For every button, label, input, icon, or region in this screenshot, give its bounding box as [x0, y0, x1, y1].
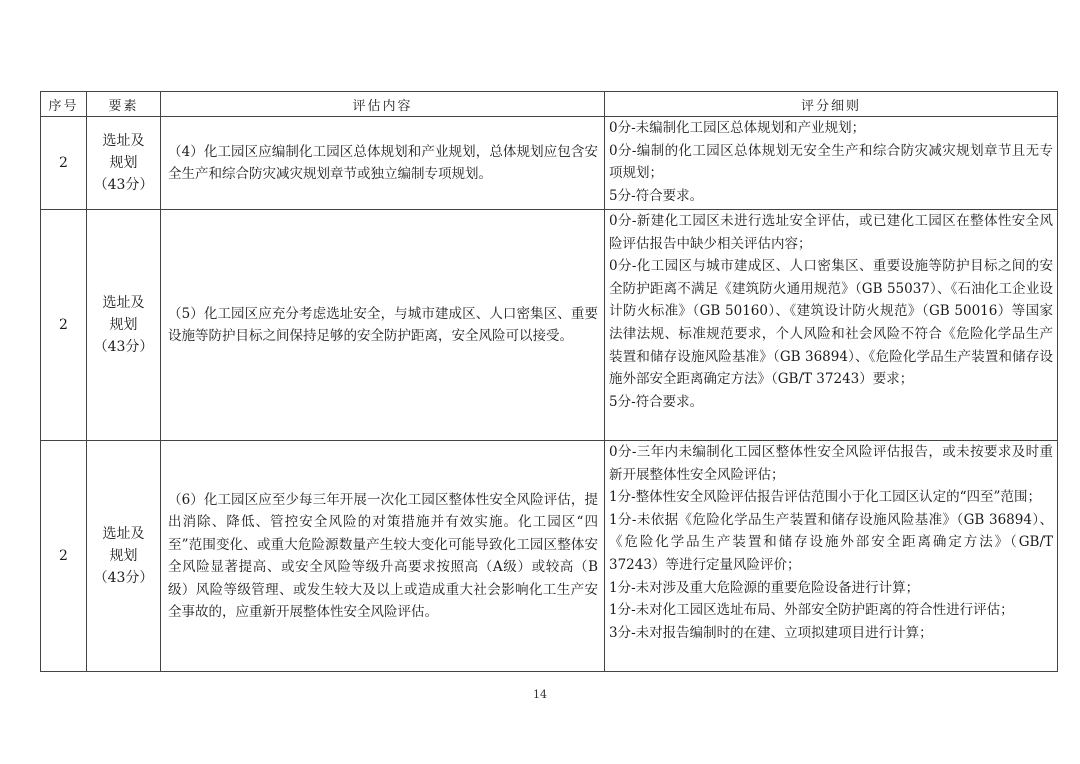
element-cell	[87, 117, 161, 210]
element-line: 选址及	[102, 295, 145, 311]
header-seq: 序号	[41, 92, 87, 117]
detail-item: 1分-未依据《危险化学品生产装置和储存设施风险基准》（GB 36894）、《危险化学品生产装置和储存设施外部安全距离确定方法》（GB/T 37243）等进行定量风险评价；	[609, 511, 1053, 573]
detail-cell	[605, 210, 1058, 441]
detail-item: 0分-化工园区与城市建成区、人口密集区、重要设施等防护目标之间的安全防护距离不满足《建筑防火通用规范》（GB 55037）、《石油化工企业设计防火标准》（GB 50160）、《建筑设计防火规范》（GB 50016）等国家法律法规、标准规范要求，个人风险和社会风险不符合《危险化学品生产装置和储存设施风险基准》（GB 36894）、《危险化学品生产装置和储存设施外部安全距离确定方法》（GB/T 37243）要求；	[609, 258, 1053, 388]
header-element: 要素	[87, 92, 161, 117]
detail-item: 0分-未编制化工园区总体规划和产业规划；	[609, 120, 866, 136]
detail-cell	[605, 441, 1058, 672]
content-cell: （5）化工园区应充分考虑选址安全，与城市建成区、人口密集区、重要设施等防护目标之间保持足够的安全防护距离，安全风险可以接受。	[161, 210, 605, 441]
page-number: 14	[533, 688, 547, 701]
detail-item: 0分-三年内未编制化工园区整体性安全风险评估报告，或未按要求及时重新开展整体性安全风险评估；	[609, 444, 1053, 483]
table-row	[41, 210, 1058, 441]
table-row	[41, 117, 1058, 210]
header-content: 评估内容	[161, 92, 605, 117]
seq-cell: 2	[41, 441, 87, 672]
table-row	[41, 441, 1058, 672]
element-line: （43分）	[93, 177, 154, 193]
element-line: 选址及	[102, 526, 145, 542]
element-cell	[87, 441, 161, 672]
detail-item: 5分-符合要求。	[609, 187, 704, 204]
element-line: 选址及	[102, 133, 145, 149]
seq-cell: 2	[41, 210, 87, 441]
element-line: （43分）	[93, 339, 154, 355]
element-line: 规划	[109, 155, 138, 171]
detail-cell	[605, 117, 1058, 210]
element-cell	[87, 210, 161, 441]
evaluation-table	[40, 91, 1058, 672]
detail-item: 1分-未对化工园区选址布局、外部安全防护距离的符合性进行评估；	[609, 602, 1014, 619]
detail-item: 3分-未对报告编制时的在建、立项拟建项目进行计算；	[609, 624, 933, 641]
element-line: 规划	[109, 548, 138, 564]
table-header-row	[41, 92, 1058, 117]
detail-item: 0分-新建化工园区未进行选址安全评估，或已建化工园区在整体性安全风险评估报告中缺少相关评估内容；	[609, 213, 1053, 252]
detail-item: 1分-整体性安全风险评估报告评估范围小于化工园区认定的“四至”范围；	[609, 489, 1041, 506]
element-line: 规划	[109, 317, 138, 333]
header-detail: 评分细则	[605, 92, 1058, 117]
element-line: （43分）	[93, 570, 154, 586]
detail-item: 5分-符合要求。	[609, 393, 704, 410]
content-cell: （6）化工园区应至少每三年开展一次化工园区整体性安全风险评估，提出消除、降低、管控安全风险的对策措施并有效实施。化工园区“四至”范围变化、或重大危险源数量产生较大变化可能导致化工园区整体安全风险显著提高、或安全风险等级升高要求按照高（A级）或较高（B级）风险等级管理、或发生较大及以上或造成重大社会影响化工生产安全事故的，应重新开展整体性安全风险评估。	[161, 441, 605, 672]
detail-item: 1分-未对涉及重大危险源的重要危险设备进行计算；	[609, 579, 920, 596]
content-cell: （4）化工园区应编制化工园区总体规划和产业规划，总体规划应包含安全生产和综合防灾减灾规划章节或独立编制专项规划。	[161, 117, 605, 210]
seq-cell: 2	[41, 117, 87, 210]
detail-item: 0分-编制的化工园区总体规划无安全生产和综合防灾减灾规划章节且无专项规划；	[609, 142, 1053, 182]
